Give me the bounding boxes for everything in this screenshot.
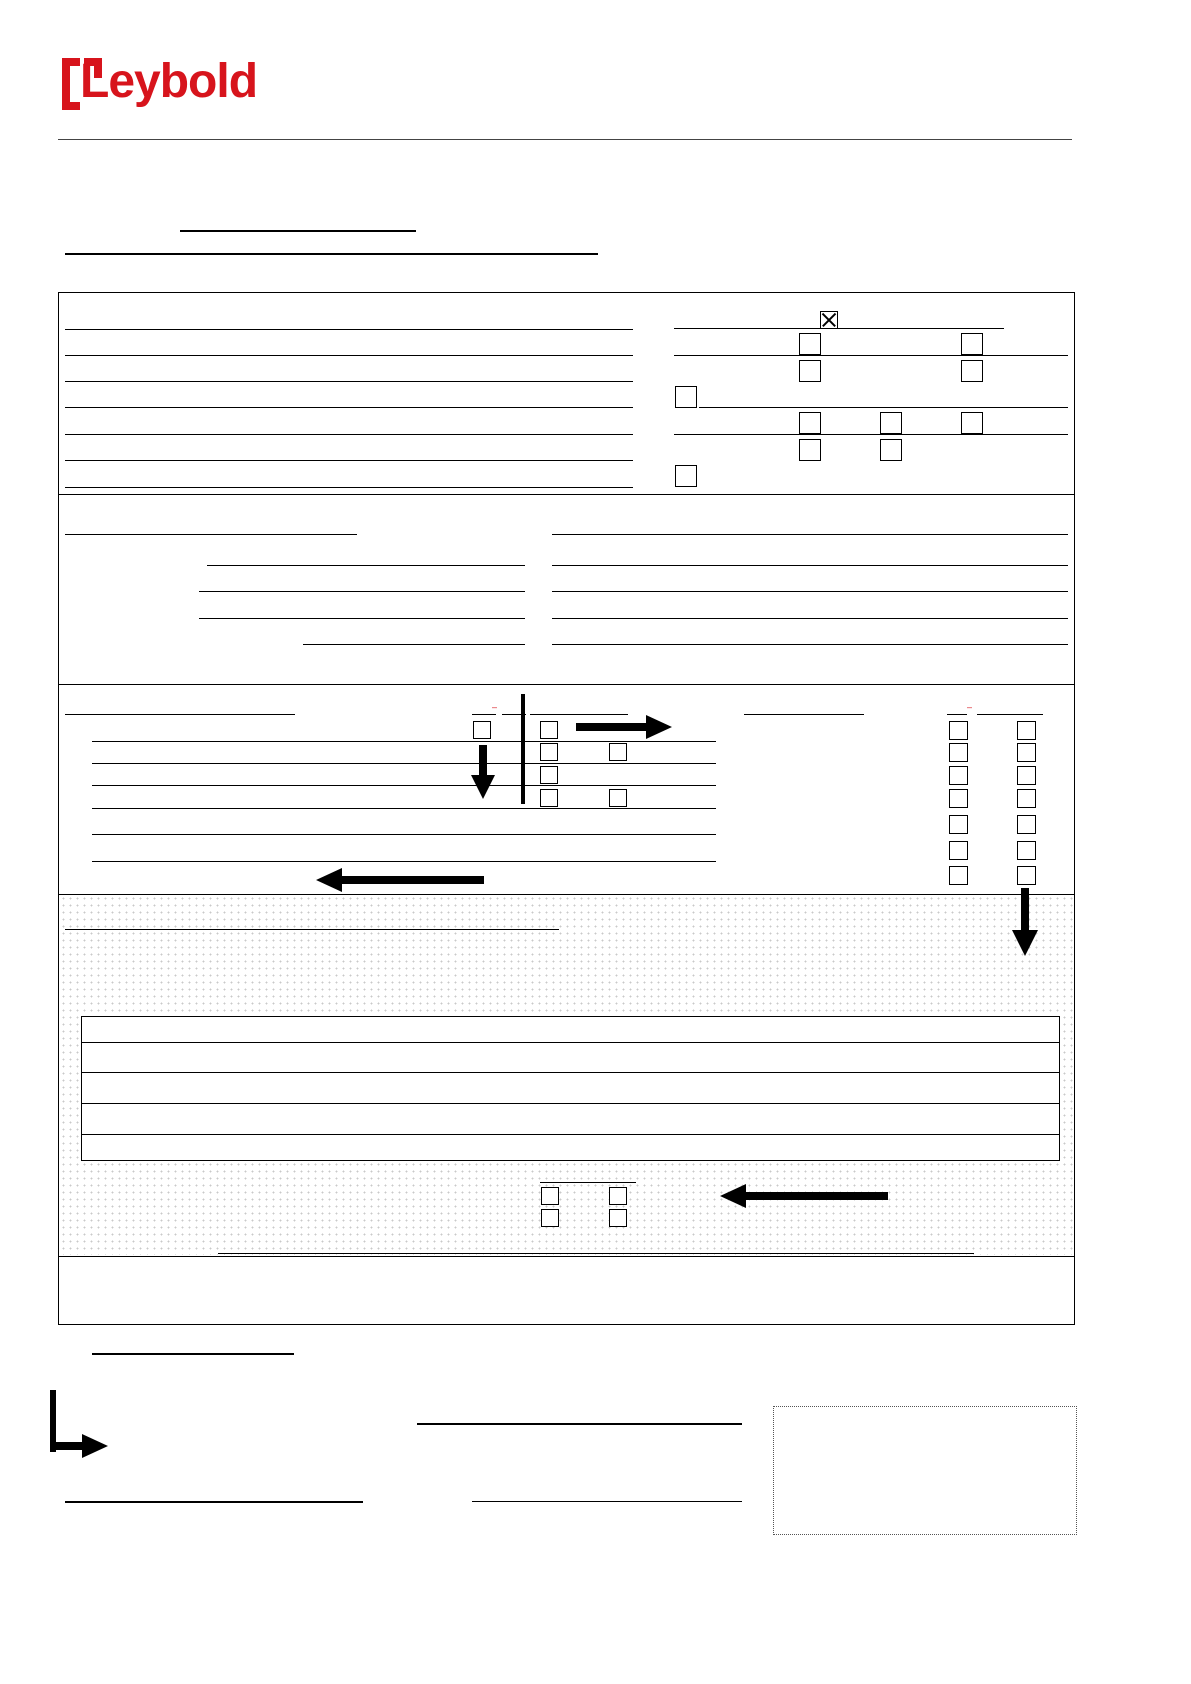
header-rule: [58, 139, 1072, 140]
right-col-b-checkbox-4[interactable]: [1017, 789, 1036, 808]
checklist-col-d-checkbox-2[interactable]: [609, 743, 627, 761]
option-checkbox-4[interactable]: [675, 386, 697, 408]
checklist-row-line-1[interactable]: [92, 741, 716, 742]
info-line-6[interactable]: [65, 460, 633, 461]
option-checkbox-5a[interactable]: [799, 412, 821, 434]
checklist-col-d-checkbox-4[interactable]: [609, 789, 627, 807]
right-col-b-checkbox-2[interactable]: [1017, 743, 1036, 762]
address-field-5[interactable]: [552, 644, 1068, 645]
signature-heading-line: [92, 1353, 294, 1355]
signature-field-3[interactable]: [472, 1501, 742, 1502]
contact-field-3[interactable]: [199, 618, 525, 619]
section-divider-1: [58, 494, 1075, 495]
declaration-heading-line: [65, 929, 559, 930]
substances-table-row-3[interactable]: [82, 1103, 1059, 1104]
option-line-1: [674, 328, 1004, 329]
contact-field-2[interactable]: [199, 591, 525, 592]
option-checkbox-3a[interactable]: [799, 360, 821, 382]
address-field-1[interactable]: [552, 534, 1068, 535]
right-col-b-header: [977, 714, 1043, 715]
signature-field-2[interactable]: [65, 1501, 363, 1503]
option-checkbox-5b[interactable]: [880, 412, 902, 434]
option-line-4: [699, 407, 1068, 408]
substances-table-row-1[interactable]: [82, 1042, 1059, 1043]
checklist-col-a-header: [472, 714, 496, 715]
option-checkbox-2b[interactable]: [961, 333, 983, 355]
right-col-a-checkbox-7[interactable]: [949, 866, 968, 885]
declaration-checkbox-1b[interactable]: [609, 1187, 627, 1205]
arrow-down-icon: [469, 745, 497, 801]
right-col-b-checkbox-1[interactable]: [1017, 721, 1036, 740]
option-line-2: [674, 355, 1068, 356]
title-field-line[interactable]: [65, 253, 598, 255]
right-col-a-header: [947, 714, 967, 715]
remarks-area[interactable]: [60, 1258, 1073, 1323]
section-divider-2: [58, 684, 1075, 685]
info-line-3[interactable]: [65, 381, 633, 382]
option-checkbox-6b[interactable]: [880, 439, 902, 461]
logo-wordmark: Leybold: [80, 55, 258, 108]
declaration-option-header: [540, 1182, 636, 1183]
dash-mark-a: –: [492, 702, 498, 712]
contact-field-1[interactable]: [207, 565, 525, 566]
substances-table-row-2[interactable]: [82, 1072, 1059, 1073]
arrow-left-icon: [316, 866, 484, 894]
info-line-2[interactable]: [65, 355, 633, 356]
arrow-down-right-icon: [1010, 888, 1040, 958]
right-col-b-checkbox-3[interactable]: [1017, 766, 1036, 785]
signature-field-1[interactable]: [417, 1423, 742, 1425]
checklist-heading-line: [65, 714, 295, 715]
right-col-a-checkbox-1[interactable]: [949, 721, 968, 740]
checklist-col-c-checkbox-1[interactable]: [540, 721, 558, 739]
reference-field-line[interactable]: [180, 230, 416, 232]
checklist-row-line-4[interactable]: [92, 808, 716, 809]
checklist-col-a-checkbox-1[interactable]: [473, 721, 491, 739]
right-col-a-checkbox-3[interactable]: [949, 766, 968, 785]
declaration-checkbox-1a[interactable]: [541, 1187, 559, 1205]
declaration-checkbox-2a[interactable]: [541, 1209, 559, 1227]
declaration-checkbox-2b[interactable]: [609, 1209, 627, 1227]
declaration-signature-line[interactable]: [218, 1253, 974, 1254]
option-checkbox-3b[interactable]: [961, 360, 983, 382]
address-field-2[interactable]: [552, 565, 1068, 566]
checklist-vertical-divider: [521, 694, 525, 804]
checklist-row-line-5[interactable]: [92, 834, 716, 835]
substances-table: [81, 1016, 1060, 1161]
address-field-3[interactable]: [552, 591, 1068, 592]
info-line-1[interactable]: [65, 329, 633, 330]
info-line-5[interactable]: [65, 434, 633, 435]
option-line-5: [674, 434, 1068, 435]
option-checkbox-5c[interactable]: [961, 412, 983, 434]
info-line-7[interactable]: [65, 487, 633, 488]
contact-field-4[interactable]: [303, 644, 525, 645]
right-col-b-checkbox-5[interactable]: [1017, 815, 1036, 834]
checklist-col-c-checkbox-4[interactable]: [540, 789, 558, 807]
corner-arrow-icon: [48, 1390, 112, 1462]
right-col-a-checkbox-4[interactable]: [949, 789, 968, 808]
dash-mark-b: –: [967, 702, 973, 712]
checklist-row-line-3[interactable]: [92, 785, 716, 786]
checklist-col-c-checkbox-2[interactable]: [540, 743, 558, 761]
right-checklist-heading-line: [744, 714, 864, 715]
right-col-b-checkbox-6[interactable]: [1017, 841, 1036, 860]
company-stamp-box[interactable]: [773, 1406, 1077, 1535]
right-col-b-checkbox-7[interactable]: [1017, 866, 1036, 885]
arrow-left-icon-2: [720, 1182, 888, 1210]
info-line-4[interactable]: [65, 407, 633, 408]
checklist-col-c-checkbox-3[interactable]: [540, 766, 558, 784]
option-checkbox-2a[interactable]: [799, 333, 821, 355]
substances-table-row-4[interactable]: [82, 1134, 1059, 1135]
section-divider-4: [58, 1256, 1075, 1257]
checklist-row-line-2[interactable]: [92, 763, 716, 764]
right-col-a-checkbox-2[interactable]: [949, 743, 968, 762]
right-col-a-checkbox-5[interactable]: [949, 815, 968, 834]
option-checkbox-6a[interactable]: [799, 439, 821, 461]
contact-heading-line: [65, 534, 357, 535]
option-checkbox-1[interactable]: [820, 311, 838, 329]
arrow-right-icon: [576, 713, 674, 741]
option-checkbox-7[interactable]: [675, 465, 697, 487]
address-field-4[interactable]: [552, 618, 1068, 619]
checklist-row-line-6[interactable]: [92, 861, 716, 862]
right-col-a-checkbox-6[interactable]: [949, 841, 968, 860]
